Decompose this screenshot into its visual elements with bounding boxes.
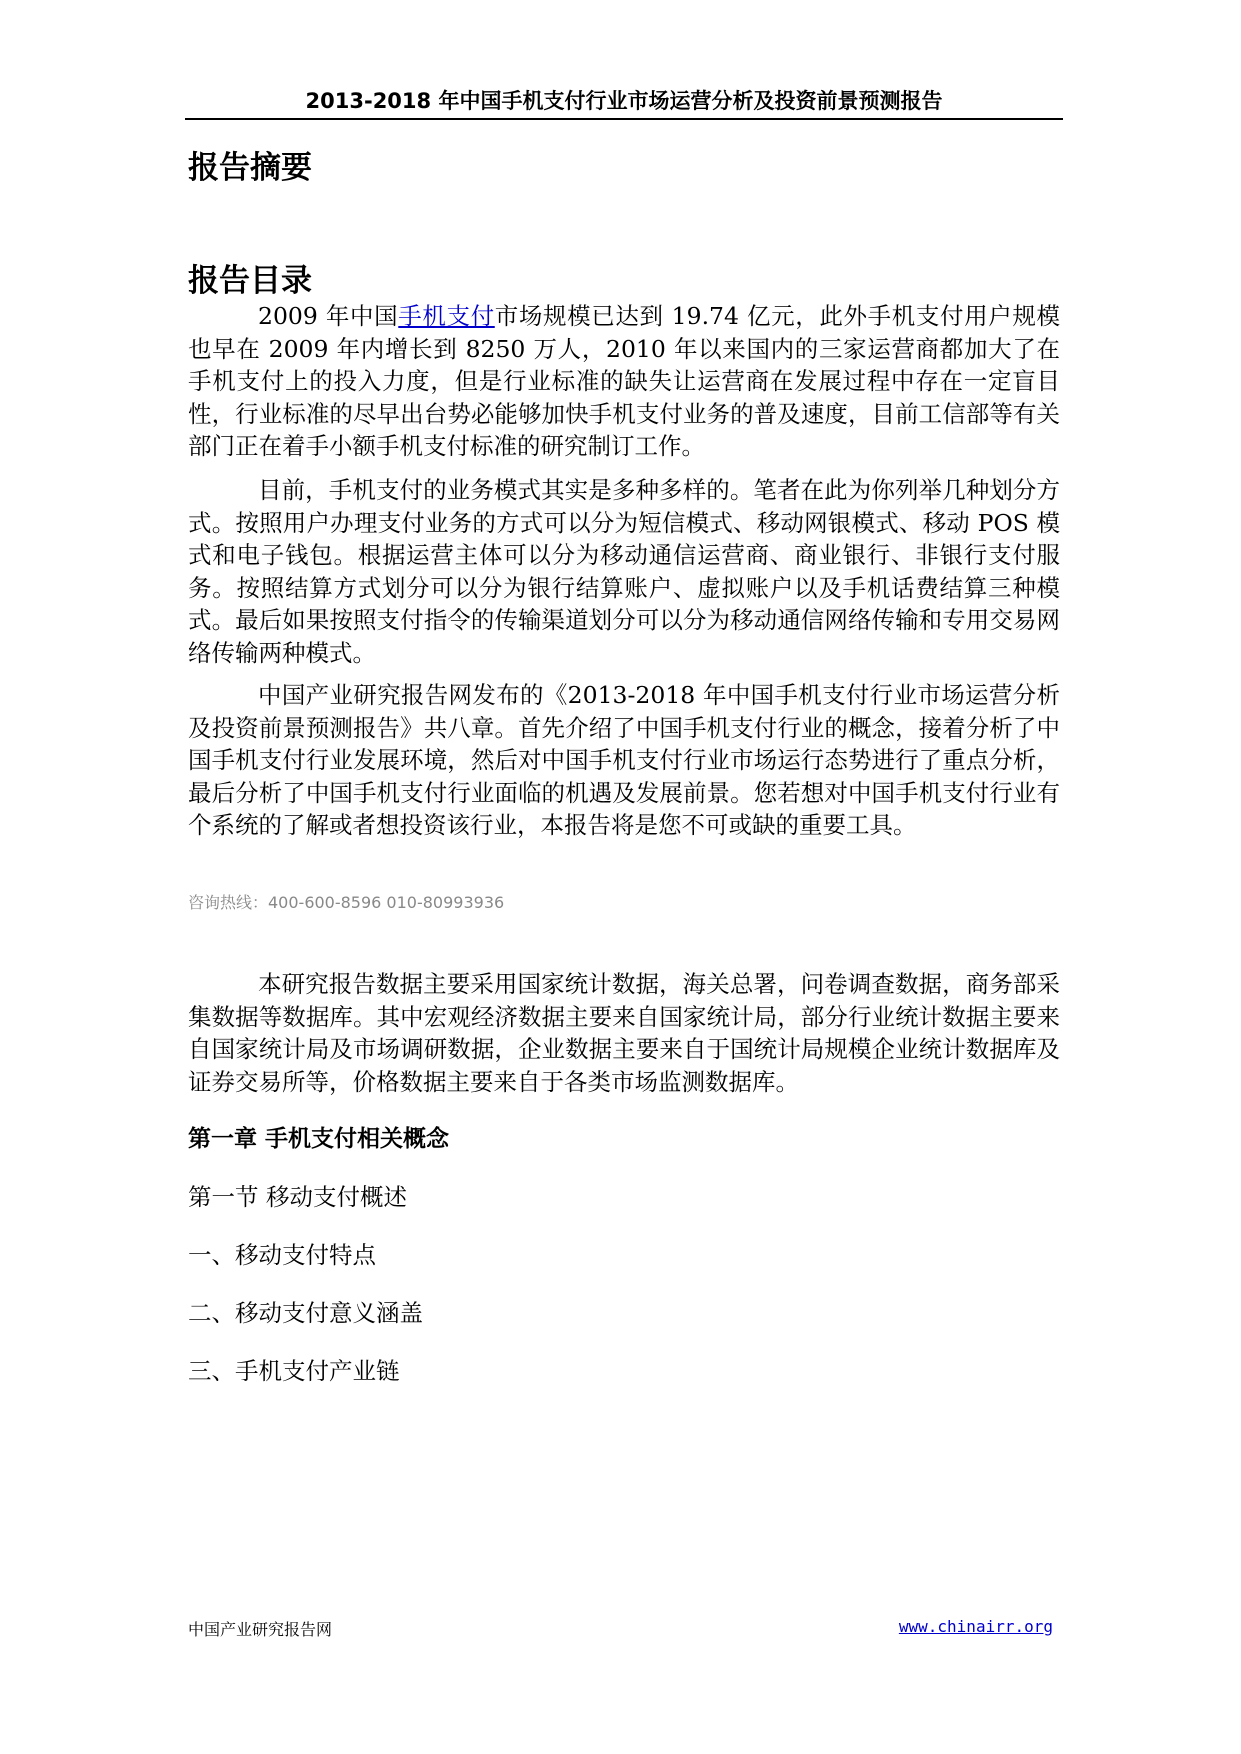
toc-heading: 报告目录	[188, 263, 312, 299]
report-description-paragraph: 中国产业研究报告网发布的《2013-2018 年中国手机支付行业市场运营分析及投资前景预测报告》共八章。首先介绍了中国手机支付行业的概念，接着分析了中国手机支付行业发展环境，然后对中国手机支付行业市场运行态势进行了重点分析，最后分析了中国手机支付行业面临的机遇及发展前景。您若想对中国手机支付行业有个系统的了解或者想投资该行业，本报告将是您不可或缺的重要工具。	[188, 681, 1060, 839]
footer-website-link[interactable]: www.chinairr.org	[898, 1617, 1053, 1636]
intro-paragraph	[188, 300, 1060, 463]
running-header-title: 2013-2018 年中国手机支付行业市场运营分析及投资前景预测报告	[305, 89, 943, 113]
toc-section-1: 第一节 移动支付概述	[188, 1183, 407, 1211]
toc-chapter-1: 第一章 手机支付相关概念	[188, 1126, 450, 1152]
mobile-payment-link[interactable]: 手机支付	[398, 302, 495, 330]
header-divider	[185, 118, 1063, 120]
toc-item-1: 一、移动支付特点	[188, 1241, 376, 1269]
business-model-paragraph: 目前，手机支付的业务模式其实是多种多样的。笔者在此为你列举几种划分方式。按照用户办理支付业务的方式可以分为短信模式、移动网银模式、移动 POS 模式和电子钱包。根据运营主体可以分为移动通信运营商、商业银行、非银行支付服务。按照结算方式划分可以分为银行结算账户、虚拟账户以及手机话费结算三种模式。最后如果按照支付指令的传输渠道划分可以分为移动通信网络传输和专用交易网络传输两种模式。	[188, 476, 1060, 667]
toc-item-2: 二、移动支付意义涵盖	[188, 1299, 423, 1327]
p1-after-link: 市场规模已达到 19.74 亿元，此外手机支付用户规模也早在 2009 年内增长到 8250 万人，2010 年以来国内的三家运营商都加大了在手机支付上的投入力度，但是行业标准的缺失让运营商在发展过程中存在一定盲目性，行业标准的尽早出台势必能够加快手机支付业务的普及速度，目前工信部等有关部门正在着手小额手机支付标准的研究制订工作。	[188, 302, 1060, 460]
abstract-heading: 报告摘要	[188, 150, 312, 186]
p1-before-link: 2009 年中国	[258, 302, 399, 330]
hotline-text: 咨询热线：400-600-8596 010-80993936	[188, 893, 505, 912]
data-source-paragraph: 本研究报告数据主要采用国家统计数据，海关总署，问卷调查数据，商务部采集数据等数据库。其中宏观经济数据主要来自国家统计局，部分行业统计数据主要来自国家统计局及市场调研数据，企业数据主要来自于国统计局规模企业统计数据库及证券交易所等，价格数据主要来自于各类市场监测数据库。	[188, 970, 1060, 1096]
toc-item-3: 三、手机支付产业链	[188, 1357, 400, 1385]
footer-site-name: 中国产业研究报告网	[188, 1620, 333, 1639]
